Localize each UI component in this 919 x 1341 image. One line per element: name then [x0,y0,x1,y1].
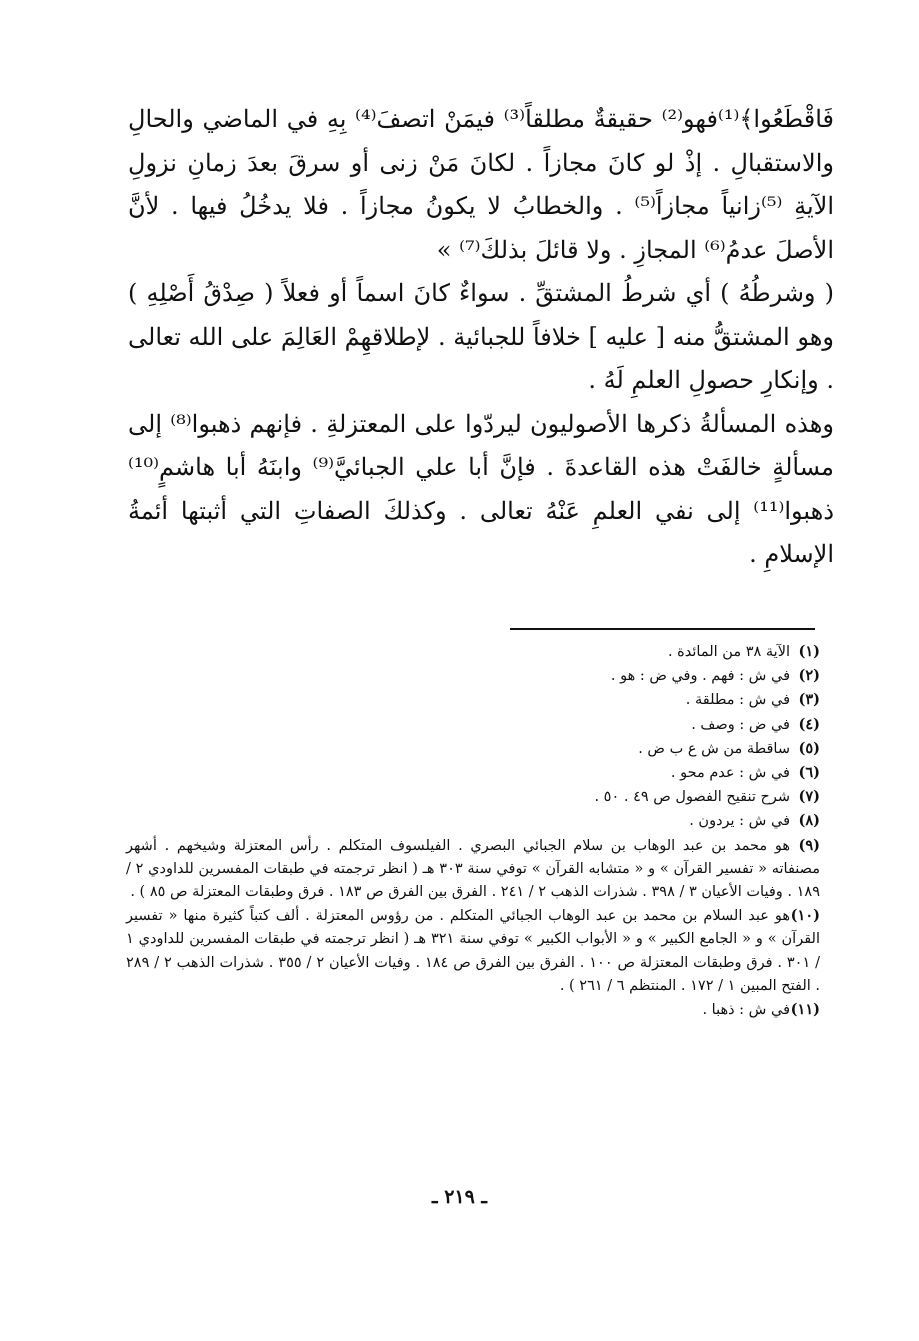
footnote-3 [126,688,820,712]
footnote-number: (٣) [798,691,820,709]
footnote-4 [126,713,820,737]
footnote-text: في ش : فهم . وفي ض : هو . [610,668,790,685]
footnote-7 [126,785,820,809]
main-text [128,98,834,577]
footnote-1 [126,640,820,664]
footnote-text: في ض : وصف . [691,716,790,733]
footnote-number: (١) [798,643,820,660]
footnote-9 [126,834,820,905]
page-number: ـ ٢١٩ ـ [432,1186,487,1208]
footnote-number: (١٠) [790,907,820,925]
footnote-6 [126,761,820,785]
footnote-number: (٩) [798,836,820,854]
footnote-number: (١١) [790,1001,820,1019]
footnote-11 [126,998,820,1022]
footnote-8 [126,809,820,833]
paragraph-3: وهذه المسألةُ ذكرها الأصوليون ليردّوا على المعتزلةِ . فإنهم ذهبوا⁽⁸⁾ إلى مسألةٍ خالفَتْ هذه القاعدةَ . فإنَّ أبا علي الجبائيَّ⁽⁹⁾ وابنَهُ أبا هاشمٍ⁽¹⁰⁾ ذهبوا⁽¹¹⁾ إلى نفي العلمِ عَنْهُ تعالى . وكذلكَ الصفاتِ التي أثبتها أئمةُ الإسلامِ . [128,409,835,568]
footnote-5 [126,737,820,761]
footnote-separator [510,628,815,630]
footnote-text: الآية ٣٨ من المائدة . [667,644,790,660]
footnote-number: (٥) [798,739,820,757]
footnote-number: (٢) [798,667,820,685]
footnote-text: ساقطة من ش ع ب ض . [638,740,790,757]
footnote-text: في ش : ذهبا . [702,1002,790,1019]
footnote-2 [126,664,820,688]
footnote-text: في ش : مطلقة . [685,692,790,709]
footnote-text: شرح تنقيح الفصول ص ٤٩ . ٥٠ . [594,789,790,806]
paragraph-1: فَاقْطَعُوا﴾⁽¹⁾فهو⁽²⁾ حقيقةٌ مطلقاً⁽³⁾ فيمَنْ اتصفَ⁽⁴⁾ بِهِ في الماضي والحالِ والاستقبالِ . إذْ لو كانَ مجازاً . لكانَ مَنْ زنى أو سرقَ بعدَ زمانِ نزولِ الآيةِ ⁽⁵⁾زانياً مجازاً⁽⁵⁾ . والخطابُ لا يكونُ مجازاً . فلا يدخُلُ فيها . لأنَّ الأصلَ عدمُ⁽⁶⁾ المجازِ . ولا قائلَ بذلكَ⁽⁷⁾ » [128,105,835,264]
footnote-number: (٤) [798,715,820,733]
footnote-text: هو محمد بن عبد الوهاب بن سلام الجبائي البصري . الفيلسوف المتكلم . رأس المعتزلة وشيخهم . أشهر مصنفاته « تفسير القرآن » و « متشابه القرآن » توفي سنة ٣٠٣ هـ ( انظر ترجمته في طبقات المفسرين للداودي ٢ / ١٨٩ . وفيات الأعيان ٣ / ٣٩٨ . شذرات الذهب ٢ / ٢٤١ . الفرق بين الفرق ص ١٨٣ . فرق وطبقات المعتزلة ص ٨٥ ) . [126,837,821,901]
footnote-10 [126,904,820,998]
footnote-number: (٦) [798,764,820,782]
footnote-text: في ش : يردون . [689,813,790,830]
footnote-text: هو عبد السلام بن محمد بن عبد الوهاب الجبائي المتكلم . من رؤوس المعتزلة . ألف كتباً كثيرة منها « تفسير القرآن » و « الجامع الكبير » و « الأبواب الكبير » توفي سنة ٣٢١ هـ ( انظر ترجمته في طبقات المفسرين للداودي ١ / ٣٠١ . فرق وطبقات المعتزلة ص ١٠٠ . الفرق بين الفرق ص ١٨٤ . وفيات الأعيان ٢ / ٣٥٥ . شذرات الذهب ٢ / ٢٨٩ . الفتح المبين ١ / ١٧٢ . المنتظم ٦ / ٢٦١ ) . [126,908,821,994]
footnotes [126,640,820,1022]
paragraph-2: ( وشرطُهُ ) أي شرطُ المشتقِّ . سواءٌ كانَ اسماً أو فعلاً ( صِدْقُ أَصْلِهِ ) وهو المشتقُّ منه [ عليه ] خلافاً للجبائية . لإطلاقهِمْ العَالِمَ على الله تعالى . وإنكارِ حصولِ العلمِ لَهُ . [128,279,834,394]
footnote-number: (٧) [798,788,820,806]
footnote-number: (٨) [798,812,820,830]
footnote-text: في ش : عدم محو . [670,765,790,782]
